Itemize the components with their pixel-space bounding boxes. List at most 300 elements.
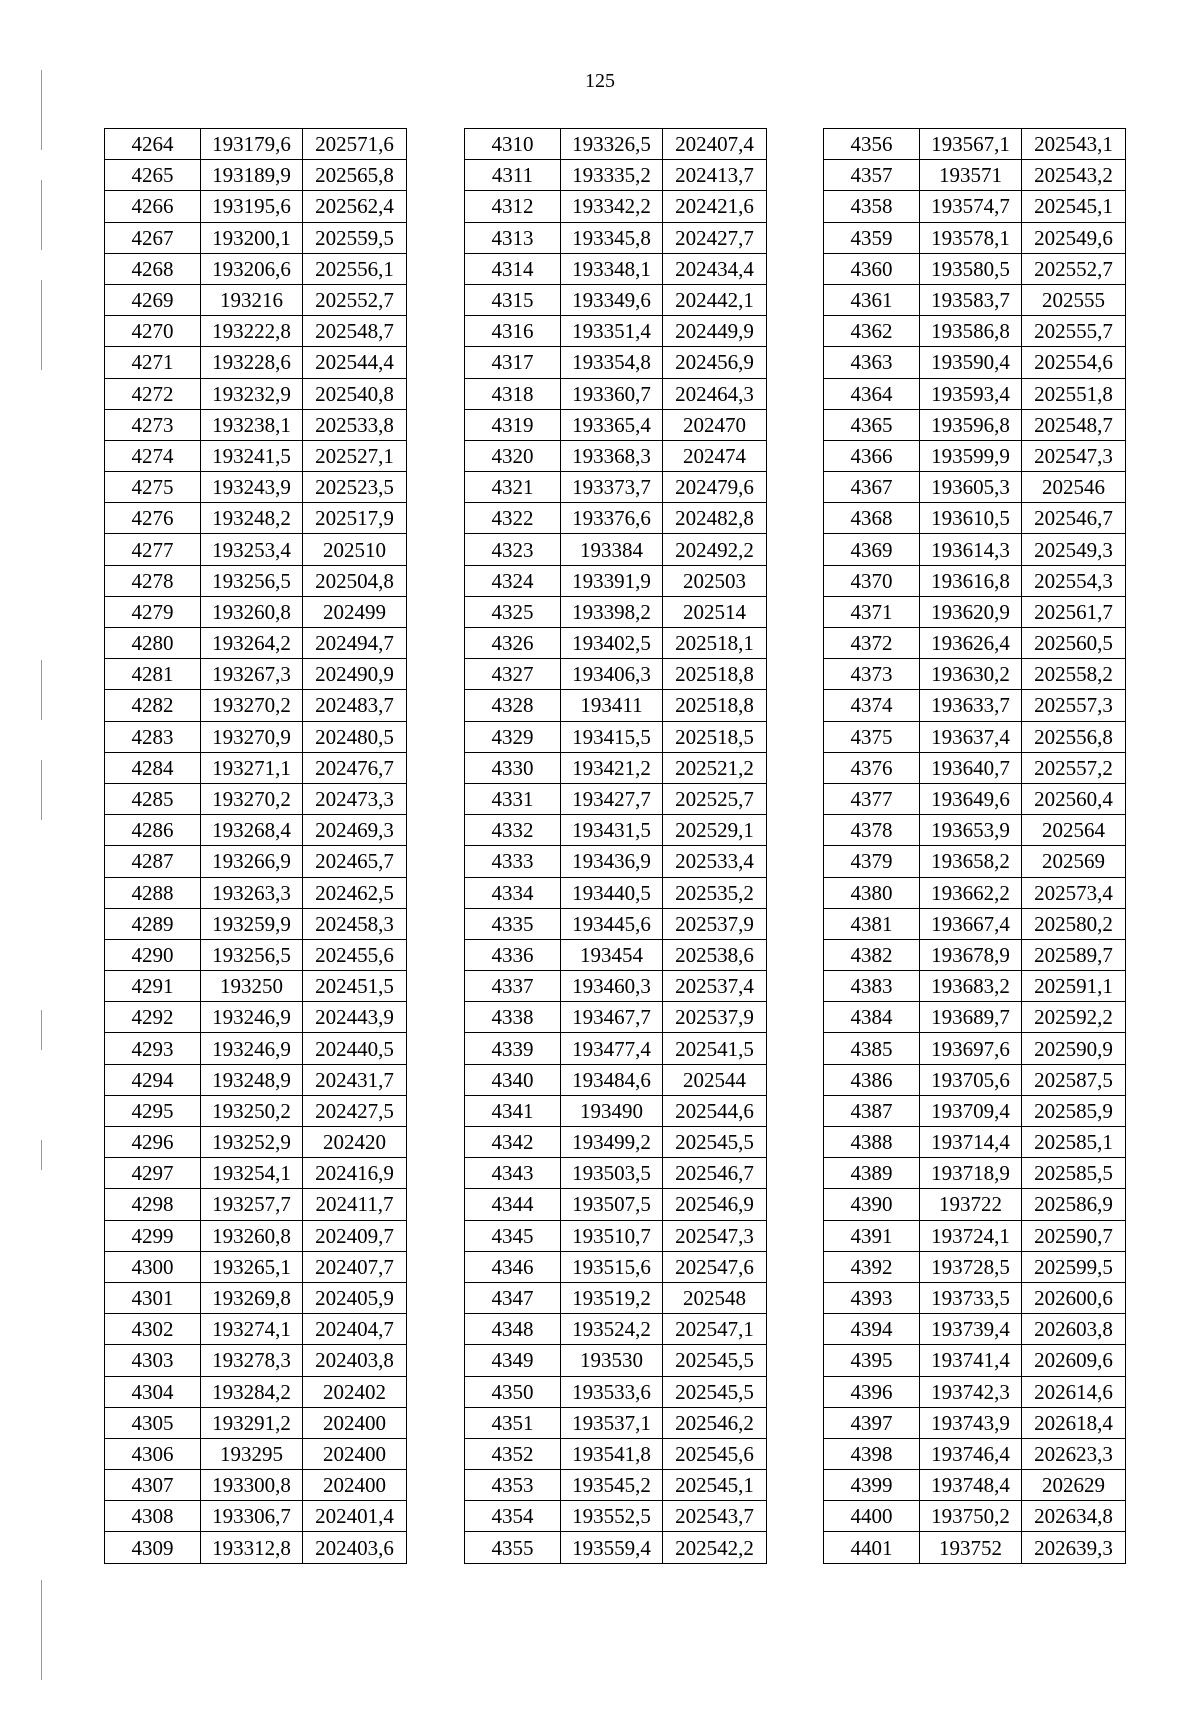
x-coordinate-cell: 193620,9: [920, 596, 1022, 627]
y-coordinate-cell: 202479,6: [663, 472, 767, 503]
y-coordinate-cell: 202558,2: [1022, 659, 1126, 690]
table-row: [105, 659, 407, 690]
table-row: [824, 1438, 1126, 1469]
point-number-cell: 4320: [465, 440, 561, 471]
table-row: [105, 1158, 407, 1189]
x-coordinate-cell: 193605,3: [920, 472, 1022, 503]
table-row: [105, 160, 407, 191]
point-number-cell: 4392: [824, 1251, 920, 1282]
point-number-cell: 4347: [465, 1282, 561, 1313]
point-number-cell: 4281: [105, 659, 201, 690]
x-coordinate-cell: 193510,7: [561, 1220, 663, 1251]
table-row: [824, 721, 1126, 752]
point-number-cell: 4383: [824, 971, 920, 1002]
point-number-cell: 4401: [824, 1532, 920, 1563]
table-row: [824, 971, 1126, 1002]
table-row: [465, 1407, 767, 1438]
x-coordinate-cell: 193232,9: [201, 378, 303, 409]
y-coordinate-cell: 202546,9: [663, 1189, 767, 1220]
x-coordinate-cell: 193351,4: [561, 316, 663, 347]
table-row: [824, 1345, 1126, 1376]
x-coordinate-cell: 193312,8: [201, 1532, 303, 1563]
y-coordinate-cell: 202557,2: [1022, 752, 1126, 783]
table-row: [105, 752, 407, 783]
point-number-cell: 4307: [105, 1470, 201, 1501]
y-coordinate-cell: 202559,5: [303, 222, 407, 253]
point-number-cell: 4368: [824, 503, 920, 534]
table-row: [465, 378, 767, 409]
x-coordinate-cell: 193586,8: [920, 316, 1022, 347]
point-number-cell: 4269: [105, 284, 201, 315]
point-number-cell: 4265: [105, 160, 201, 191]
y-coordinate-cell: 202586,9: [1022, 1189, 1126, 1220]
point-number-cell: 4329: [465, 721, 561, 752]
y-coordinate-cell: 202538,6: [663, 939, 767, 970]
table-row: [465, 253, 767, 284]
y-coordinate-cell: 202527,1: [303, 440, 407, 471]
point-number-cell: 4316: [465, 316, 561, 347]
point-number-cell: 4397: [824, 1407, 920, 1438]
y-coordinate-cell: 202434,4: [663, 253, 767, 284]
table-row: [824, 160, 1126, 191]
x-coordinate-cell: 193552,5: [561, 1501, 663, 1532]
y-coordinate-cell: 202544,4: [303, 347, 407, 378]
x-coordinate-cell: 193354,8: [561, 347, 663, 378]
coordinate-table-1: [104, 128, 407, 1564]
table-row: [824, 596, 1126, 627]
table-row: [465, 1095, 767, 1126]
y-coordinate-cell: 202555: [1022, 284, 1126, 315]
table-row: [465, 971, 767, 1002]
x-coordinate-cell: 193530: [561, 1345, 663, 1376]
x-coordinate-cell: 193243,9: [201, 472, 303, 503]
table-row: [824, 628, 1126, 659]
y-coordinate-cell: 202480,5: [303, 721, 407, 752]
y-coordinate-cell: 202541,5: [663, 1033, 767, 1064]
point-number-cell: 4315: [465, 284, 561, 315]
point-number-cell: 4350: [465, 1376, 561, 1407]
y-coordinate-cell: 202403,8: [303, 1345, 407, 1376]
table-row: [105, 1189, 407, 1220]
y-coordinate-cell: 202543,7: [663, 1501, 767, 1532]
y-coordinate-cell: 202542,2: [663, 1532, 767, 1563]
point-number-cell: 4354: [465, 1501, 561, 1532]
point-number-cell: 4312: [465, 191, 561, 222]
y-coordinate-cell: 202469,3: [303, 815, 407, 846]
x-coordinate-cell: 193431,5: [561, 815, 663, 846]
x-coordinate-cell: 193368,3: [561, 440, 663, 471]
y-coordinate-cell: 202400: [303, 1407, 407, 1438]
table-row: [105, 1220, 407, 1251]
table-row: [824, 1282, 1126, 1313]
x-coordinate-cell: 193743,9: [920, 1407, 1022, 1438]
table-row: [824, 347, 1126, 378]
x-coordinate-cell: 193739,4: [920, 1314, 1022, 1345]
x-coordinate-cell: 193559,4: [561, 1532, 663, 1563]
point-number-cell: 4351: [465, 1407, 561, 1438]
point-number-cell: 4317: [465, 347, 561, 378]
point-number-cell: 4303: [105, 1345, 201, 1376]
y-coordinate-cell: 202518,8: [663, 690, 767, 721]
table-row: [105, 1064, 407, 1095]
y-coordinate-cell: 202416,9: [303, 1158, 407, 1189]
x-coordinate-cell: 193295: [201, 1438, 303, 1469]
point-number-cell: 4375: [824, 721, 920, 752]
y-coordinate-cell: 202420: [303, 1127, 407, 1158]
y-coordinate-cell: 202555,7: [1022, 316, 1126, 347]
point-number-cell: 4280: [105, 628, 201, 659]
coordinate-table-3: [823, 128, 1126, 1564]
x-coordinate-cell: 193477,4: [561, 1033, 663, 1064]
x-coordinate-cell: 193268,4: [201, 815, 303, 846]
x-coordinate-cell: 193454: [561, 939, 663, 970]
table-row: [824, 1158, 1126, 1189]
y-coordinate-cell: 202554,6: [1022, 347, 1126, 378]
x-coordinate-cell: 193260,8: [201, 596, 303, 627]
y-coordinate-cell: 202455,6: [303, 939, 407, 970]
point-number-cell: 4332: [465, 815, 561, 846]
point-number-cell: 4362: [824, 316, 920, 347]
y-coordinate-cell: 202401,4: [303, 1501, 407, 1532]
x-coordinate-cell: 193436,9: [561, 846, 663, 877]
point-number-cell: 4282: [105, 690, 201, 721]
x-coordinate-cell: 193596,8: [920, 409, 1022, 440]
y-coordinate-cell: 202547,3: [1022, 440, 1126, 471]
table-row: [105, 1095, 407, 1126]
table-row: [824, 503, 1126, 534]
table-row: [824, 472, 1126, 503]
table-row: [105, 565, 407, 596]
y-coordinate-cell: 202546,7: [1022, 503, 1126, 534]
x-coordinate-cell: 193630,2: [920, 659, 1022, 690]
table-row: [465, 877, 767, 908]
y-coordinate-cell: 202521,2: [663, 752, 767, 783]
y-coordinate-cell: 202557,3: [1022, 690, 1126, 721]
table-row: [465, 347, 767, 378]
x-coordinate-cell: 193649,6: [920, 783, 1022, 814]
y-coordinate-cell: 202556,8: [1022, 721, 1126, 752]
x-coordinate-cell: 193467,7: [561, 1002, 663, 1033]
y-coordinate-cell: 202535,2: [663, 877, 767, 908]
y-coordinate-cell: 202546,7: [663, 1158, 767, 1189]
table-row: [824, 1189, 1126, 1220]
point-number-cell: 4331: [465, 783, 561, 814]
point-number-cell: 4277: [105, 534, 201, 565]
point-number-cell: 4340: [465, 1064, 561, 1095]
point-number-cell: 4349: [465, 1345, 561, 1376]
x-coordinate-cell: 193335,2: [561, 160, 663, 191]
y-coordinate-cell: 202514: [663, 596, 767, 627]
point-number-cell: 4319: [465, 409, 561, 440]
table-row: [105, 939, 407, 970]
x-coordinate-cell: 193256,5: [201, 565, 303, 596]
x-coordinate-cell: 193667,4: [920, 908, 1022, 939]
point-number-cell: 4305: [105, 1407, 201, 1438]
y-coordinate-cell: 202560,4: [1022, 783, 1126, 814]
table-row: [824, 378, 1126, 409]
x-coordinate-cell: 193640,7: [920, 752, 1022, 783]
x-coordinate-cell: 193733,5: [920, 1282, 1022, 1313]
point-number-cell: 4306: [105, 1438, 201, 1469]
table-row: [465, 1376, 767, 1407]
point-number-cell: 4388: [824, 1127, 920, 1158]
x-coordinate-cell: 193697,6: [920, 1033, 1022, 1064]
y-coordinate-cell: 202545,5: [663, 1376, 767, 1407]
table-row: [465, 191, 767, 222]
x-coordinate-cell: 193545,2: [561, 1470, 663, 1501]
x-coordinate-cell: 193533,6: [561, 1376, 663, 1407]
y-coordinate-cell: 202564: [1022, 815, 1126, 846]
x-coordinate-cell: 193349,6: [561, 284, 663, 315]
x-coordinate-cell: 193284,2: [201, 1376, 303, 1407]
table-row: [824, 877, 1126, 908]
table-row: [824, 253, 1126, 284]
y-coordinate-cell: 202518,8: [663, 659, 767, 690]
point-number-cell: 4314: [465, 253, 561, 284]
point-number-cell: 4291: [105, 971, 201, 1002]
x-coordinate-cell: 193599,9: [920, 440, 1022, 471]
table-row: [824, 316, 1126, 347]
point-number-cell: 4302: [105, 1314, 201, 1345]
table-row: [105, 1002, 407, 1033]
point-number-cell: 4333: [465, 846, 561, 877]
y-coordinate-cell: 202562,4: [303, 191, 407, 222]
table-row: [465, 1345, 767, 1376]
y-coordinate-cell: 202629: [1022, 1470, 1126, 1501]
point-number-cell: 4399: [824, 1470, 920, 1501]
x-coordinate-cell: 193246,9: [201, 1033, 303, 1064]
y-coordinate-cell: 202421,6: [663, 191, 767, 222]
x-coordinate-cell: 193345,8: [561, 222, 663, 253]
y-coordinate-cell: 202537,4: [663, 971, 767, 1002]
x-coordinate-cell: 193398,2: [561, 596, 663, 627]
point-number-cell: 4337: [465, 971, 561, 1002]
table-row: [105, 877, 407, 908]
y-coordinate-cell: 202427,5: [303, 1095, 407, 1126]
y-coordinate-cell: 202476,7: [303, 752, 407, 783]
x-coordinate-cell: 193248,2: [201, 503, 303, 534]
y-coordinate-cell: 202589,7: [1022, 939, 1126, 970]
table-row: [465, 690, 767, 721]
x-coordinate-cell: 193421,2: [561, 752, 663, 783]
table-row: [105, 1033, 407, 1064]
y-coordinate-cell: 202548,7: [1022, 409, 1126, 440]
y-coordinate-cell: 202545,1: [663, 1470, 767, 1501]
y-coordinate-cell: 202599,5: [1022, 1251, 1126, 1282]
table-row: [105, 378, 407, 409]
y-coordinate-cell: 202573,4: [1022, 877, 1126, 908]
table-row: [824, 1033, 1126, 1064]
table-row: [824, 1251, 1126, 1282]
point-number-cell: 4366: [824, 440, 920, 471]
table-row: [105, 191, 407, 222]
point-number-cell: 4373: [824, 659, 920, 690]
table-row: [465, 160, 767, 191]
x-coordinate-cell: 193348,1: [561, 253, 663, 284]
y-coordinate-cell: 202470: [663, 409, 767, 440]
point-number-cell: 4374: [824, 690, 920, 721]
y-coordinate-cell: 202585,1: [1022, 1127, 1126, 1158]
point-number-cell: 4395: [824, 1345, 920, 1376]
point-number-cell: 4382: [824, 939, 920, 970]
x-coordinate-cell: 193580,5: [920, 253, 1022, 284]
x-coordinate-cell: 193391,9: [561, 565, 663, 596]
point-number-cell: 4384: [824, 1002, 920, 1033]
y-coordinate-cell: 202565,8: [303, 160, 407, 191]
x-coordinate-cell: 193593,4: [920, 378, 1022, 409]
y-coordinate-cell: 202458,3: [303, 908, 407, 939]
y-coordinate-cell: 202405,9: [303, 1282, 407, 1313]
table-row: [105, 1282, 407, 1313]
point-number-cell: 4321: [465, 472, 561, 503]
table-row: [105, 1314, 407, 1345]
x-coordinate-cell: 193705,6: [920, 1064, 1022, 1095]
table-row: [105, 1407, 407, 1438]
point-number-cell: 4343: [465, 1158, 561, 1189]
point-number-cell: 4336: [465, 939, 561, 970]
x-coordinate-cell: 193590,4: [920, 347, 1022, 378]
y-coordinate-cell: 202474: [663, 440, 767, 471]
x-coordinate-cell: 193216: [201, 284, 303, 315]
y-coordinate-cell: 202548,7: [303, 316, 407, 347]
point-number-cell: 4266: [105, 191, 201, 222]
point-number-cell: 4325: [465, 596, 561, 627]
y-coordinate-cell: 202543,1: [1022, 129, 1126, 160]
x-coordinate-cell: 193271,1: [201, 752, 303, 783]
scan-margin-line: [41, 180, 42, 250]
table-row: [465, 1251, 767, 1282]
table-row: [105, 1251, 407, 1282]
point-number-cell: 4271: [105, 347, 201, 378]
table-row: [465, 409, 767, 440]
y-coordinate-cell: 202590,7: [1022, 1220, 1126, 1251]
table-row: [105, 1345, 407, 1376]
x-coordinate-cell: 193578,1: [920, 222, 1022, 253]
y-coordinate-cell: 202442,1: [663, 284, 767, 315]
x-coordinate-cell: 193415,5: [561, 721, 663, 752]
y-coordinate-cell: 202585,9: [1022, 1095, 1126, 1126]
point-number-cell: 4365: [824, 409, 920, 440]
y-coordinate-cell: 202537,9: [663, 1002, 767, 1033]
point-number-cell: 4377: [824, 783, 920, 814]
table-row: [465, 1532, 767, 1563]
table-row: [465, 440, 767, 471]
table-row: [465, 908, 767, 939]
x-coordinate-cell: 193189,9: [201, 160, 303, 191]
point-number-cell: 4360: [824, 253, 920, 284]
point-number-cell: 4290: [105, 939, 201, 970]
y-coordinate-cell: 202547,6: [663, 1251, 767, 1282]
point-number-cell: 4283: [105, 721, 201, 752]
x-coordinate-cell: 193269,8: [201, 1282, 303, 1313]
point-number-cell: 4299: [105, 1220, 201, 1251]
table-row: [824, 752, 1126, 783]
point-number-cell: 4356: [824, 129, 920, 160]
y-coordinate-cell: 202427,7: [663, 222, 767, 253]
x-coordinate-cell: 193278,3: [201, 1345, 303, 1376]
point-number-cell: 4326: [465, 628, 561, 659]
x-coordinate-cell: 193256,5: [201, 939, 303, 970]
x-coordinate-cell: 193537,1: [561, 1407, 663, 1438]
x-coordinate-cell: 193718,9: [920, 1158, 1022, 1189]
table-row: [824, 534, 1126, 565]
point-number-cell: 4334: [465, 877, 561, 908]
point-number-cell: 4387: [824, 1095, 920, 1126]
x-coordinate-cell: 193342,2: [561, 191, 663, 222]
table-row: [465, 596, 767, 627]
point-number-cell: 4313: [465, 222, 561, 253]
point-number-cell: 4309: [105, 1532, 201, 1563]
y-coordinate-cell: 202533,4: [663, 846, 767, 877]
y-coordinate-cell: 202473,3: [303, 783, 407, 814]
point-number-cell: 4268: [105, 253, 201, 284]
table-row: [824, 1095, 1126, 1126]
y-coordinate-cell: 202462,5: [303, 877, 407, 908]
y-coordinate-cell: 202451,5: [303, 971, 407, 1002]
point-number-cell: 4345: [465, 1220, 561, 1251]
table-row: [465, 1158, 767, 1189]
y-coordinate-cell: 202551,8: [1022, 378, 1126, 409]
x-coordinate-cell: 193541,8: [561, 1438, 663, 1469]
point-number-cell: 4348: [465, 1314, 561, 1345]
table-row: [465, 721, 767, 752]
point-number-cell: 4294: [105, 1064, 201, 1095]
point-number-cell: 4278: [105, 565, 201, 596]
y-coordinate-cell: 202517,9: [303, 503, 407, 534]
table-row: [105, 284, 407, 315]
point-number-cell: 4393: [824, 1282, 920, 1313]
point-number-cell: 4298: [105, 1189, 201, 1220]
point-number-cell: 4311: [465, 160, 561, 191]
x-coordinate-cell: 193653,9: [920, 815, 1022, 846]
table-row: [105, 503, 407, 534]
table-row: [465, 472, 767, 503]
x-coordinate-cell: 193300,8: [201, 1470, 303, 1501]
y-coordinate-cell: 202503: [663, 565, 767, 596]
x-coordinate-cell: 193728,5: [920, 1251, 1022, 1282]
point-number-cell: 4371: [824, 596, 920, 627]
y-coordinate-cell: 202585,5: [1022, 1158, 1126, 1189]
y-coordinate-cell: 202400: [303, 1438, 407, 1469]
table-row: [824, 690, 1126, 721]
x-coordinate-cell: 193637,4: [920, 721, 1022, 752]
x-coordinate-cell: 193270,2: [201, 783, 303, 814]
y-coordinate-cell: 202603,8: [1022, 1314, 1126, 1345]
point-number-cell: 4339: [465, 1033, 561, 1064]
x-coordinate-cell: 193195,6: [201, 191, 303, 222]
table-row: [824, 815, 1126, 846]
x-coordinate-cell: 193626,4: [920, 628, 1022, 659]
y-coordinate-cell: 202545,1: [1022, 191, 1126, 222]
y-coordinate-cell: 202409,7: [303, 1220, 407, 1251]
point-number-cell: 4357: [824, 160, 920, 191]
table-row: [105, 1501, 407, 1532]
x-coordinate-cell: 193270,2: [201, 690, 303, 721]
y-coordinate-cell: 202560,5: [1022, 628, 1126, 659]
y-coordinate-cell: 202547,1: [663, 1314, 767, 1345]
y-coordinate-cell: 202552,7: [303, 284, 407, 315]
y-coordinate-cell: 202456,9: [663, 347, 767, 378]
table-row: [465, 659, 767, 690]
x-coordinate-cell: 193614,3: [920, 534, 1022, 565]
point-number-cell: 4378: [824, 815, 920, 846]
table-row: [465, 1127, 767, 1158]
table-row: [465, 815, 767, 846]
table-row: [824, 1376, 1126, 1407]
x-coordinate-cell: 193515,6: [561, 1251, 663, 1282]
table-row: [105, 815, 407, 846]
table-row: [465, 752, 767, 783]
